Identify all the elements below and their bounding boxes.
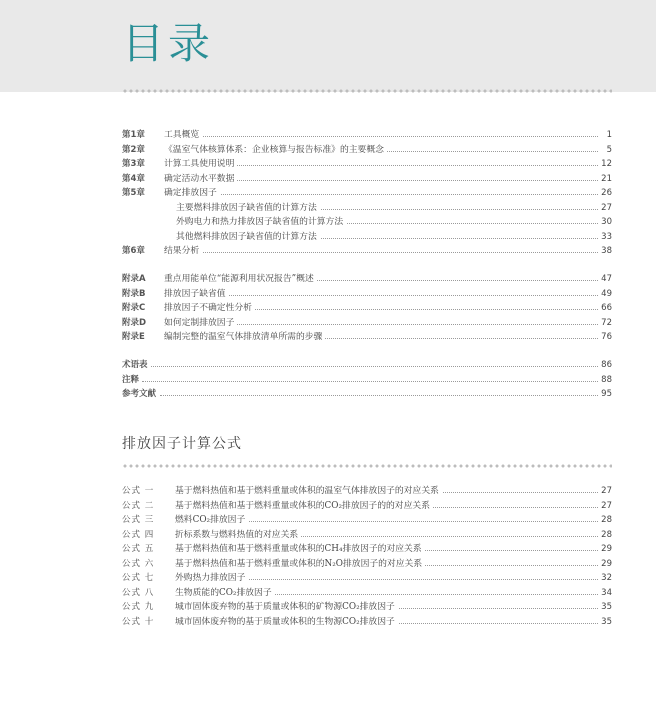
toc-label: 第3章: [122, 159, 145, 169]
toc-title: 如何定制排放因子: [164, 316, 237, 331]
dot-leader: [164, 295, 598, 296]
toc-page-number: 49: [598, 287, 612, 302]
toc-entry-glossary[interactable]: [122, 358, 612, 373]
toc-title: 折标系数与燃料热值的对应关系: [175, 528, 301, 543]
toc-label: 公式 四: [122, 529, 155, 540]
toc-page-number: 1: [604, 128, 612, 143]
toc-entry-formula-8[interactable]: [122, 586, 612, 601]
toc-page-number: 35: [598, 615, 612, 630]
toc-label: 公式 二: [122, 500, 155, 511]
toc-title: 外购电力和热力排放因子缺省值的计算方法: [176, 215, 346, 230]
toc-title: 基于燃料热值和基于燃料重量或体积的温室气体排放因子的对应关系: [175, 484, 442, 499]
toc-page-number: 72: [598, 316, 612, 331]
backmatter-list: [122, 358, 612, 402]
toc-entry-chapter-5[interactable]: [122, 186, 612, 201]
toc-label: 公式 三: [122, 515, 155, 525]
toc-page-number: 27: [598, 201, 612, 216]
toc-entry-subsection[interactable]: [122, 201, 612, 216]
toc-title: 《温室气体核算体系：企业核算与报告标准》的主要概念: [164, 143, 387, 158]
toc-entry-chapter-6[interactable]: [122, 244, 612, 259]
toc-page-number: 66: [598, 301, 612, 316]
toc-page-number: 12: [598, 157, 612, 172]
toc-entry-notes[interactable]: [122, 373, 612, 388]
toc-page-number: 34: [598, 586, 612, 601]
toc-title: 排放因子缺省值: [164, 287, 229, 302]
toc-page-number: 95: [598, 387, 612, 402]
dot-leader: [148, 366, 598, 367]
toc-label: 第2章: [122, 144, 145, 155]
toc-label: 公式 九: [122, 602, 155, 612]
toc-entry-subsection[interactable]: [122, 230, 612, 245]
appendix-list: [122, 272, 612, 345]
toc-title: 基于燃料热值和基于燃料重量或体积的CO₂排放因子的的对应关系: [175, 499, 433, 514]
toc-label: 第6章: [122, 246, 145, 256]
toc-title: 外购热力排放因子: [175, 571, 248, 586]
formula-list: [122, 484, 612, 629]
toc-page-number: 28: [598, 528, 612, 543]
toc-entry-formula-4[interactable]: [122, 528, 612, 543]
toc-title: 计算工具使用说明: [164, 157, 237, 172]
page-title: 目录: [122, 19, 215, 68]
toc-label: 第4章: [122, 173, 145, 184]
toc-page-number: 88: [598, 373, 612, 388]
header-band: [0, 0, 656, 92]
toc-entry-chapter-1[interactable]: [122, 128, 612, 143]
toc-page-number: 27: [598, 484, 612, 499]
toc-page-number: 47: [598, 272, 612, 287]
toc-entry-formula-10[interactable]: [122, 615, 612, 630]
toc-entry-chapter-3[interactable]: [122, 157, 612, 172]
toc-title: 主要燃料排放因子缺省值的计算方法: [176, 201, 320, 216]
toc-page-number: 28: [598, 513, 612, 528]
toc-entry-formula-1[interactable]: [122, 484, 612, 499]
toc-page-number: 76: [598, 330, 612, 345]
dot-leader: [160, 395, 598, 396]
toc-title: 城市固体废弃物的基于质量或体积的生物源CO₂排放因子: [175, 615, 398, 630]
formula-dotted-divider: [122, 464, 612, 468]
toc-label: 附录B: [122, 288, 146, 299]
toc-page-number: 32: [598, 571, 612, 586]
toc-entry-formula-3[interactable]: [122, 513, 612, 528]
toc-entry-formula-9[interactable]: [122, 600, 612, 615]
toc-entry-appendix-e[interactable]: [122, 330, 612, 345]
toc-entry-formula-2[interactable]: [122, 499, 612, 514]
toc-page-number: 27: [598, 499, 612, 514]
toc-title: 燃料CO₂排放因子: [175, 513, 248, 528]
toc-entry-chapter-4[interactable]: [122, 172, 612, 187]
toc-title: 基于燃料热值和基于燃料重量或体积的CH₄排放因子的对应关系: [175, 542, 425, 557]
toc-entry-appendix-b[interactable]: [122, 287, 612, 302]
toc-title: 确定活动水平数据: [164, 172, 237, 187]
toc-label: 公式 八: [122, 587, 155, 598]
toc-entry-appendix-c[interactable]: [122, 301, 612, 316]
toc-page-number: 21: [598, 172, 612, 187]
toc-entry-formula-5[interactable]: [122, 542, 612, 557]
toc-label: 第1章: [122, 130, 145, 140]
toc-title: 基于燃料热值和基于燃料重量或体积的N₂O排放因子的对应关系: [175, 557, 425, 572]
toc-page-number: 29: [598, 557, 612, 572]
toc-label: 参考文献: [122, 387, 159, 402]
toc-page-number: 33: [598, 230, 612, 245]
toc-label: 公式 五: [122, 544, 155, 554]
toc-page-number: 29: [598, 542, 612, 557]
toc-title: 确定排放因子: [164, 186, 220, 201]
toc-entry-formula-6[interactable]: [122, 557, 612, 572]
toc-label: 附录D: [122, 317, 147, 328]
toc-label: 公式 十: [122, 616, 155, 627]
toc-page-number: 35: [598, 600, 612, 615]
formula-section-heading: 排放因子计算公式: [122, 436, 242, 452]
toc-label: 第5章: [122, 188, 145, 198]
toc-title: 排放因子不确定性分析: [164, 301, 255, 316]
toc-entry-appendix-d[interactable]: [122, 316, 612, 331]
dot-leader: [142, 381, 598, 382]
toc-title: 其他燃料排放因子缺省值的计算方法: [176, 230, 320, 245]
toc-page-number: 26: [598, 186, 612, 201]
toc-label: 附录C: [122, 303, 146, 313]
toc-label: 公式 七: [122, 573, 155, 583]
toc-title: 编制完整的温室气体排放清单所需的步骤: [164, 330, 325, 345]
toc-page-number: 38: [598, 244, 612, 259]
toc-title: 结果分析: [164, 244, 202, 259]
chapter-list: [122, 128, 612, 259]
header-dotted-divider: [122, 89, 612, 93]
toc-label: 术语表: [122, 358, 151, 373]
toc-label: 附录E: [122, 332, 145, 342]
toc-label: 注释: [122, 373, 142, 388]
dot-leader: [164, 194, 598, 195]
toc-label: 附录A: [122, 274, 146, 284]
toc-title: 工具概览: [164, 128, 202, 143]
toc-label: 公式 一: [122, 486, 155, 496]
toc-label: 公式 六: [122, 558, 155, 569]
toc-page-number: 30: [598, 215, 612, 230]
dot-leader: [164, 136, 598, 137]
toc-entry-chapter-2[interactable]: [122, 143, 612, 158]
toc-entry-references[interactable]: [122, 387, 612, 402]
toc-title: 城市固体废弃物的基于质量或体积的矿物源CO₂排放因子: [175, 600, 398, 615]
toc-entry-formula-7[interactable]: [122, 571, 612, 586]
toc-title: 重点用能单位“能源利用状况报告”概述: [164, 272, 317, 287]
toc-entry-subsection[interactable]: [122, 215, 612, 230]
dot-leader: [164, 252, 598, 253]
toc-page-number: 86: [598, 358, 612, 373]
toc-entry-appendix-a[interactable]: [122, 272, 612, 287]
toc-page-number: 5: [604, 143, 612, 158]
toc-title: 生物质能的CO₂排放因子: [175, 586, 275, 601]
